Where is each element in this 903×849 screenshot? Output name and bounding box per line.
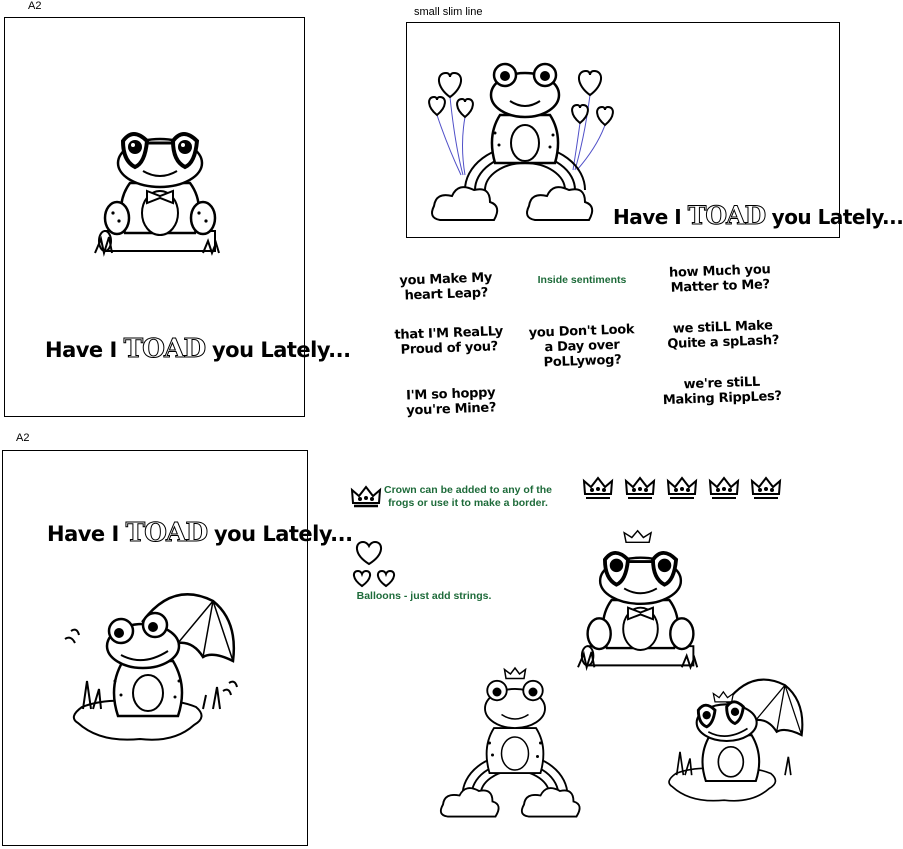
tagline-slim-line: Have I TOAD you Lately... — [613, 201, 903, 230]
heart-balloon-icon — [439, 73, 461, 97]
label-slim-line: small slim line — [414, 6, 483, 18]
card-a2-bottom — [2, 450, 353, 846]
crown-icon — [350, 485, 382, 509]
tagline-a2-top: Have I TOAD you Lately... — [45, 333, 351, 364]
sentiment-2: that I'M ReaLLy Proud of you? — [394, 324, 504, 358]
sentiment-4: you Don't Look a Day over PoLLywog? — [528, 322, 635, 371]
crown-border — [582, 476, 782, 502]
balloons-note: Balloons - just add strings. — [356, 590, 492, 602]
frog-umbrella-illustration — [63, 591, 243, 751]
heart-balloon-icon — [350, 540, 398, 588]
frog-umbrella-crown-illustration — [660, 676, 810, 811]
frog-glasses-illustration — [578, 530, 703, 670]
sentiment-5: how Much you Matter to Me? — [668, 262, 771, 296]
tagline-a2-bottom: Have I TOAD you Lately... — [47, 517, 353, 548]
frog-illustration — [95, 113, 225, 253]
label-a2-bottom: A2 — [16, 432, 30, 444]
sentiment-7: we're stiLL Making RippLes? — [662, 374, 782, 409]
sentiment-6: we stiLL Make Quite a spLash? — [667, 318, 780, 352]
card-slim-line — [406, 22, 903, 238]
inside-sentiments-title: Inside sentiments — [537, 274, 627, 286]
frog-rainbow-crown-illustration — [440, 668, 590, 818]
sentiment-1: you Make My heart Leap? — [399, 270, 493, 304]
card-a2-top — [4, 17, 351, 417]
crown-note: Crown can be added to any of the frogs or use it to make a border. — [383, 484, 552, 509]
frog-rainbow-illustration — [425, 55, 625, 235]
label-a2-top: A2 — [28, 0, 42, 12]
sentiment-3: I'M so hoppy you're Mine? — [405, 385, 497, 419]
